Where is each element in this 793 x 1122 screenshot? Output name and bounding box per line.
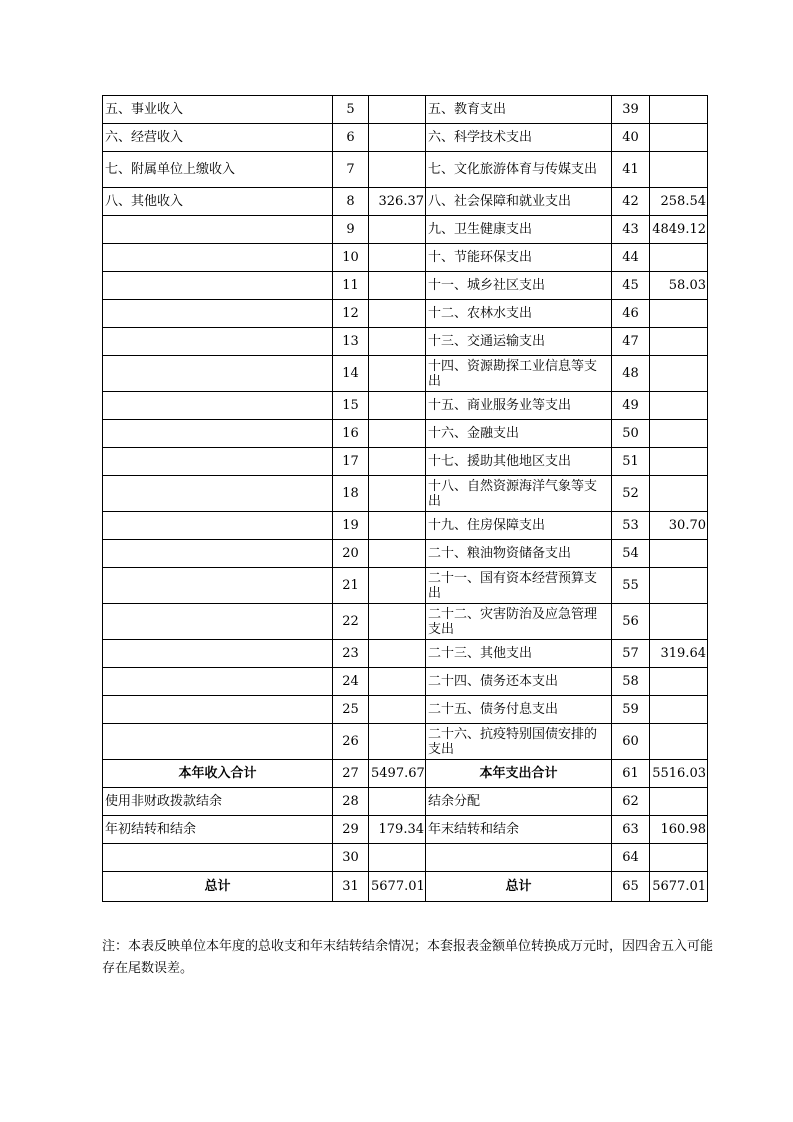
expenditure-amount-cell: 30.70 <box>650 512 708 540</box>
expenditure-line-number-cell: 44 <box>612 244 650 272</box>
expenditure-line-number-cell: 61 <box>612 760 650 788</box>
income-item-cell <box>103 392 333 420</box>
expenditure-amount-cell <box>650 724 708 760</box>
expenditure-item-cell: 总计 <box>426 872 612 902</box>
income-item-cell <box>103 300 333 328</box>
income-item-cell <box>103 420 333 448</box>
income-item-cell: 本年收入合计 <box>103 760 333 788</box>
expenditure-amount-cell: 319.64 <box>650 640 708 668</box>
income-line-number-cell: 16 <box>333 420 369 448</box>
income-amount-cell <box>369 540 426 568</box>
expenditure-line-number-cell: 65 <box>612 872 650 902</box>
table-row <box>103 696 708 724</box>
expenditure-line-number-cell: 59 <box>612 696 650 724</box>
income-amount-cell <box>369 392 426 420</box>
income-item-cell <box>103 448 333 476</box>
expenditure-line-number-cell: 51 <box>612 448 650 476</box>
expenditure-line-number-cell: 63 <box>612 816 650 844</box>
expenditure-item-cell: 十一、城乡社区支出 <box>426 272 612 300</box>
expenditure-item-cell <box>426 844 612 872</box>
income-line-number-cell: 24 <box>333 668 369 696</box>
table-row <box>103 724 708 760</box>
income-item-cell <box>103 844 333 872</box>
income-item-cell <box>103 244 333 272</box>
expenditure-amount-cell <box>650 420 708 448</box>
income-item-cell <box>103 328 333 356</box>
expenditure-amount-cell <box>650 568 708 604</box>
income-line-number-cell: 7 <box>333 152 369 188</box>
expenditure-item-cell: 五、教育支出 <box>426 96 612 124</box>
income-item-cell <box>103 540 333 568</box>
income-amount-cell <box>369 640 426 668</box>
table-row <box>103 640 708 668</box>
table-row <box>103 788 708 816</box>
income-line-number-cell: 28 <box>333 788 369 816</box>
expenditure-amount-cell <box>650 476 708 512</box>
expenditure-item-cell: 二十、粮油物资储备支出 <box>426 540 612 568</box>
table-row <box>103 244 708 272</box>
expenditure-amount-cell: 58.03 <box>650 272 708 300</box>
income-line-number-cell: 8 <box>333 188 369 216</box>
income-item-cell <box>103 356 333 392</box>
income-line-number-cell: 26 <box>333 724 369 760</box>
income-item-cell: 六、经营收入 <box>103 124 333 152</box>
income-amount-cell: 179.34 <box>369 816 426 844</box>
table-note: 注：本表反映单位本年度的总收支和年末结转结余情况；本套报表金额单位转换成万元时，因四舍五入可能存在尾数误差。 <box>102 939 714 976</box>
expenditure-amount-cell <box>650 244 708 272</box>
expenditure-line-number-cell: 49 <box>612 392 650 420</box>
income-line-number-cell: 19 <box>333 512 369 540</box>
expenditure-amount-cell <box>650 328 708 356</box>
expenditure-amount-cell <box>650 152 708 188</box>
expenditure-line-number-cell: 57 <box>612 640 650 668</box>
income-line-number-cell: 20 <box>333 540 369 568</box>
income-item-cell <box>103 696 333 724</box>
expenditure-line-number-cell: 42 <box>612 188 650 216</box>
expenditure-item-cell: 结余分配 <box>426 788 612 816</box>
table-row <box>103 272 708 300</box>
expenditure-line-number-cell: 47 <box>612 328 650 356</box>
income-amount-cell: 5677.01 <box>369 872 426 902</box>
income-item-cell: 使用非财政拨款结余 <box>103 788 333 816</box>
table-row <box>103 604 708 640</box>
expenditure-item-cell: 二十一、国有资本经营预算支出 <box>426 568 612 604</box>
expenditure-item-cell: 二十三、其他支出 <box>426 640 612 668</box>
income-amount-cell <box>369 124 426 152</box>
income-amount-cell <box>369 216 426 244</box>
table-row <box>103 816 708 844</box>
income-amount-cell <box>369 420 426 448</box>
expenditure-item-cell: 二十五、债务付息支出 <box>426 696 612 724</box>
table-row <box>103 568 708 604</box>
income-item-cell <box>103 604 333 640</box>
expenditure-line-number-cell: 53 <box>612 512 650 540</box>
table-row <box>103 188 708 216</box>
table-row <box>103 476 708 512</box>
table-row <box>103 512 708 540</box>
expenditure-line-number-cell: 48 <box>612 356 650 392</box>
expenditure-line-number-cell: 45 <box>612 272 650 300</box>
income-line-number-cell: 31 <box>333 872 369 902</box>
income-line-number-cell: 11 <box>333 272 369 300</box>
income-line-number-cell: 13 <box>333 328 369 356</box>
expenditure-amount-cell <box>650 356 708 392</box>
expenditure-amount-cell <box>650 96 708 124</box>
income-item-cell <box>103 724 333 760</box>
income-amount-cell: 5497.67 <box>369 760 426 788</box>
expenditure-amount-cell <box>650 124 708 152</box>
expenditure-item-cell: 二十四、债务还本支出 <box>426 668 612 696</box>
table-row <box>103 300 708 328</box>
income-amount-cell <box>369 356 426 392</box>
expenditure-line-number-cell: 56 <box>612 604 650 640</box>
expenditure-item-cell: 九、卫生健康支出 <box>426 216 612 244</box>
expenditure-item-cell: 十七、援助其他地区支出 <box>426 448 612 476</box>
income-item-cell: 七、附属单位上缴收入 <box>103 152 333 188</box>
expenditure-line-number-cell: 40 <box>612 124 650 152</box>
expenditure-item-cell: 二十六、抗疫特别国债安排的支出 <box>426 724 612 760</box>
table-row <box>103 760 708 788</box>
income-line-number-cell: 6 <box>333 124 369 152</box>
income-item-cell: 总计 <box>103 872 333 902</box>
expenditure-amount-cell: 5677.01 <box>650 872 708 902</box>
expenditure-item-cell: 十九、住房保障支出 <box>426 512 612 540</box>
income-line-number-cell: 22 <box>333 604 369 640</box>
income-line-number-cell: 25 <box>333 696 369 724</box>
income-item-cell <box>103 512 333 540</box>
expenditure-item-cell: 七、文化旅游体育与传媒支出 <box>426 152 612 188</box>
income-line-number-cell: 12 <box>333 300 369 328</box>
income-line-number-cell: 21 <box>333 568 369 604</box>
income-line-number-cell: 9 <box>333 216 369 244</box>
income-line-number-cell: 29 <box>333 816 369 844</box>
expenditure-item-cell: 十五、商业服务业等支出 <box>426 392 612 420</box>
expenditure-line-number-cell: 50 <box>612 420 650 448</box>
expenditure-item-cell: 十二、农林水支出 <box>426 300 612 328</box>
expenditure-item-cell: 年末结转和结余 <box>426 816 612 844</box>
table-row <box>103 356 708 392</box>
expenditure-item-cell: 十、节能环保支出 <box>426 244 612 272</box>
expenditure-item-cell: 十三、交通运输支出 <box>426 328 612 356</box>
expenditure-item-cell: 八、社会保障和就业支出 <box>426 188 612 216</box>
income-item-cell: 五、事业收入 <box>103 96 333 124</box>
expenditure-line-number-cell: 41 <box>612 152 650 188</box>
income-item-cell <box>103 640 333 668</box>
table-row <box>103 152 708 188</box>
income-item-cell <box>103 216 333 244</box>
expenditure-line-number-cell: 62 <box>612 788 650 816</box>
income-item-cell <box>103 568 333 604</box>
table-row <box>103 328 708 356</box>
income-amount-cell <box>369 272 426 300</box>
expenditure-line-number-cell: 55 <box>612 568 650 604</box>
income-line-number-cell: 10 <box>333 244 369 272</box>
income-amount-cell <box>369 696 426 724</box>
income-amount-cell <box>369 300 426 328</box>
expenditure-amount-cell <box>650 668 708 696</box>
table-body <box>103 96 708 902</box>
expenditure-line-number-cell: 43 <box>612 216 650 244</box>
expenditure-item-cell: 十六、金融支出 <box>426 420 612 448</box>
income-amount-cell <box>369 476 426 512</box>
table-row <box>103 872 708 902</box>
expenditure-line-number-cell: 58 <box>612 668 650 696</box>
table-row <box>103 96 708 124</box>
expenditure-amount-cell <box>650 300 708 328</box>
expenditure-line-number-cell: 54 <box>612 540 650 568</box>
expenditure-amount-cell <box>650 392 708 420</box>
expenditure-amount-cell <box>650 844 708 872</box>
expenditure-amount-cell: 5516.03 <box>650 760 708 788</box>
expenditure-amount-cell <box>650 696 708 724</box>
income-line-number-cell: 30 <box>333 844 369 872</box>
expenditure-amount-cell: 160.98 <box>650 816 708 844</box>
table-row <box>103 216 708 244</box>
expenditure-line-number-cell: 39 <box>612 96 650 124</box>
income-line-number-cell: 18 <box>333 476 369 512</box>
table-row <box>103 420 708 448</box>
expenditure-amount-cell: 4849.12 <box>650 216 708 244</box>
expenditure-amount-cell: 258.54 <box>650 188 708 216</box>
income-line-number-cell: 15 <box>333 392 369 420</box>
income-amount-cell <box>369 448 426 476</box>
expenditure-item-cell: 二十二、灾害防治及应急管理支出 <box>426 604 612 640</box>
income-line-number-cell: 14 <box>333 356 369 392</box>
income-amount-cell <box>369 152 426 188</box>
income-line-number-cell: 27 <box>333 760 369 788</box>
table-row <box>103 392 708 420</box>
income-amount-cell <box>369 328 426 356</box>
expenditure-amount-cell <box>650 540 708 568</box>
table-row <box>103 540 708 568</box>
income-expenditure-table <box>102 95 708 902</box>
table-row <box>103 124 708 152</box>
income-amount-cell <box>369 844 426 872</box>
income-amount-cell <box>369 724 426 760</box>
expenditure-line-number-cell: 60 <box>612 724 650 760</box>
income-item-cell <box>103 476 333 512</box>
expenditure-amount-cell <box>650 448 708 476</box>
table-row <box>103 668 708 696</box>
income-amount-cell <box>369 96 426 124</box>
expenditure-amount-cell <box>650 604 708 640</box>
income-item-cell: 八、其他收入 <box>103 188 333 216</box>
income-line-number-cell: 5 <box>333 96 369 124</box>
income-amount-cell <box>369 244 426 272</box>
income-amount-cell <box>369 568 426 604</box>
income-amount-cell <box>369 788 426 816</box>
expenditure-item-cell: 六、科学技术支出 <box>426 124 612 152</box>
expenditure-item-cell: 十四、资源勘探工业信息等支出 <box>426 356 612 392</box>
income-item-cell <box>103 668 333 696</box>
expenditure-line-number-cell: 46 <box>612 300 650 328</box>
table-row <box>103 448 708 476</box>
expenditure-line-number-cell: 52 <box>612 476 650 512</box>
income-item-cell <box>103 272 333 300</box>
income-line-number-cell: 17 <box>333 448 369 476</box>
income-line-number-cell: 23 <box>333 640 369 668</box>
expenditure-amount-cell <box>650 788 708 816</box>
income-amount-cell <box>369 604 426 640</box>
expenditure-line-number-cell: 64 <box>612 844 650 872</box>
income-amount-cell <box>369 668 426 696</box>
income-amount-cell: 326.37 <box>369 188 426 216</box>
income-amount-cell <box>369 512 426 540</box>
expenditure-item-cell: 十八、自然资源海洋气象等支出 <box>426 476 612 512</box>
expenditure-item-cell: 本年支出合计 <box>426 760 612 788</box>
table-row <box>103 844 708 872</box>
income-item-cell: 年初结转和结余 <box>103 816 333 844</box>
